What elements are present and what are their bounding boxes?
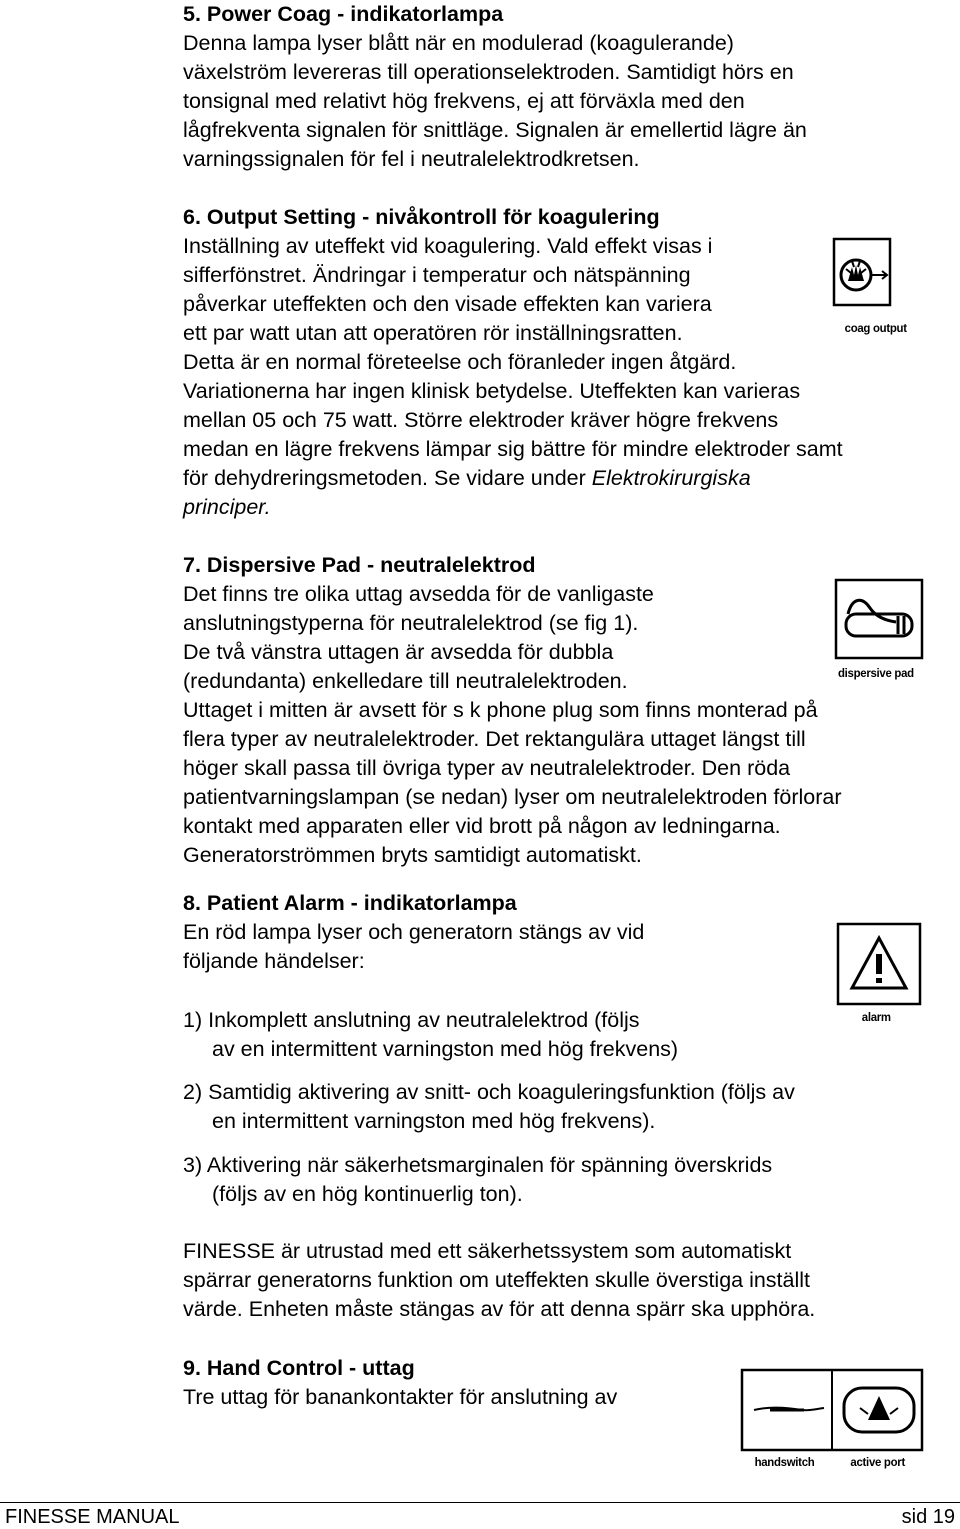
section-7-heading: 7. Dispersive Pad - neutralelektrod [183,553,536,577]
reference-italic: principer. [183,495,271,519]
paragraph-line: tonsignal med relativt hög frekvens, ej att förväxla med den [183,89,745,113]
paragraph-line: FINESSE är utrustad med ett säkerhetssystem som automatiskt [183,1239,792,1263]
paragraph-line: Variationerna har ingen klinisk betydelse. Uteffekten kan varieras [183,379,801,403]
footer-divider [0,1502,960,1503]
paragraph-line: Generatorströmmen bryts samtidigt automatiskt. [183,843,642,867]
reference-italic: Elektrokirurgiska [591,466,751,490]
footer-page-number: sid 19 [901,1506,955,1528]
alarm-list-item-2 [183,1078,960,1136]
section-8-closing [183,1237,960,1324]
paragraph-line: höger skall passa till övriga typer av neutralelektroder. Den röda [183,756,791,780]
list-item-line: (följs av en hög kontinuerlig ton). [212,1182,523,1206]
section-5-heading: 5. Power Coag - indikatorlampa [183,2,504,26]
paragraph-line: varningssignalen för fel i neutralelektrodkretsen. [183,147,640,171]
paragraph-line: växelström levereras till operationselektroden. Samtidigt hörs en [183,60,794,84]
alarm-list-item-3 [183,1151,960,1209]
paragraph-line: Uttaget i mitten är avsett för s k phone plug som finns monterad på [183,698,818,722]
dispersive-pad-icon [834,578,924,660]
paragraph-line: påverkar uteffekten och den visade effekten kan variera [183,292,712,316]
handswitch-label: handswitch [754,1455,815,1469]
active-port-label: active port [850,1455,905,1469]
paragraph-line: De två vänstra uttagen är avsedda för dubbla [183,640,614,664]
footer-manual-title: FINESSE MANUAL [5,1506,180,1528]
coag-output-label: coag output [844,321,907,335]
paragraph-line: ett par watt utan att operatören rör inställningsratten. [183,321,683,345]
paragraph-line: Inställning av uteffekt vid koagulering. Vald effekt visas i [183,234,713,258]
paragraph-line: En röd lampa lyser och generatorn stängs av vid [183,920,645,944]
paragraph-line: (redundanta) enkelledare till neutralelektroden. [183,669,628,693]
paragraph-line: Det finns tre olika uttag avsedda för de vanligaste [183,582,654,606]
alarm-label: alarm [861,1010,891,1024]
paragraph-line: Tre uttag för banankontakter för anslutning av [183,1385,618,1409]
section-9-heading: 9. Hand Control - uttag [183,1356,415,1380]
paragraph-line: patientvarningslampan (se nedan) lyser om neutralelektroden förlorar [183,785,842,809]
paragraph-line: kontakt med apparaten eller vid brott på någon av ledningarna. [183,814,781,838]
paragraph-line: följande händelser: [183,949,365,973]
paragraph-line: mellan 05 och 75 watt. Större elektroder kräver högre frekvens [183,408,779,432]
paragraph-line: värde. Enheten måste stängas av för att denna spärr ska upphöra. [183,1297,816,1321]
alarm-list-item-1 [183,1006,960,1064]
coag-output-icon [832,237,892,307]
paragraph-line [183,464,960,493]
hand-control-port-icon [740,1368,924,1452]
list-item-line: 1) Inkomplett anslutning av neutralelektrod (följs [183,1008,640,1032]
section-6-heading: 6. Output Setting - nivåkontroll för koagulering [183,205,660,229]
section-5 [183,0,960,174]
list-item-line: 2) Samtidig aktivering av snitt- och koaguleringsfunktion (följs av [183,1080,795,1104]
paragraph-line: Denna lampa lyser blått när en modulerad (koagulerande) [183,31,734,55]
paragraph-line: spärrar generatorns funktion om uteffekten skulle överstiga inställt [183,1268,811,1292]
list-item-line: 3) Aktivering när säkerhetsmarginalen för spänning överskrids [183,1153,773,1177]
section-8-heading: 8. Patient Alarm - indikatorlampa [183,891,517,915]
paragraph-line: flera typer av neutralelektroder. Det rektangulära uttaget längst till [183,727,806,751]
alarm-icon [836,922,922,1006]
dispersive-pad-label: dispersive pad [837,666,914,680]
paragraph-line: Detta är en normal företeelse och föranleder ingen åtgärd. [183,350,737,374]
list-item-line: av en intermittent varningston med hög frekvens) [212,1037,679,1061]
paragraph-line: medan en lägre frekvens lämpar sig bättre för mindre elektroder samt [183,437,843,461]
paragraph-line: anslutningstyperna för neutralelektrod (se fig 1). [183,611,639,635]
paragraph-line: lågfrekventa signalen för snittläge. Signalen är emellertid lägre än [183,118,807,142]
reference-text: för dehydreringsmetoden. Se vidare under [183,466,592,490]
paragraph-line: sifferfönstret. Ändringar i temperatur och nätspänning [183,263,691,287]
list-item-line: en intermittent varningston med hög frekvens). [212,1109,656,1133]
